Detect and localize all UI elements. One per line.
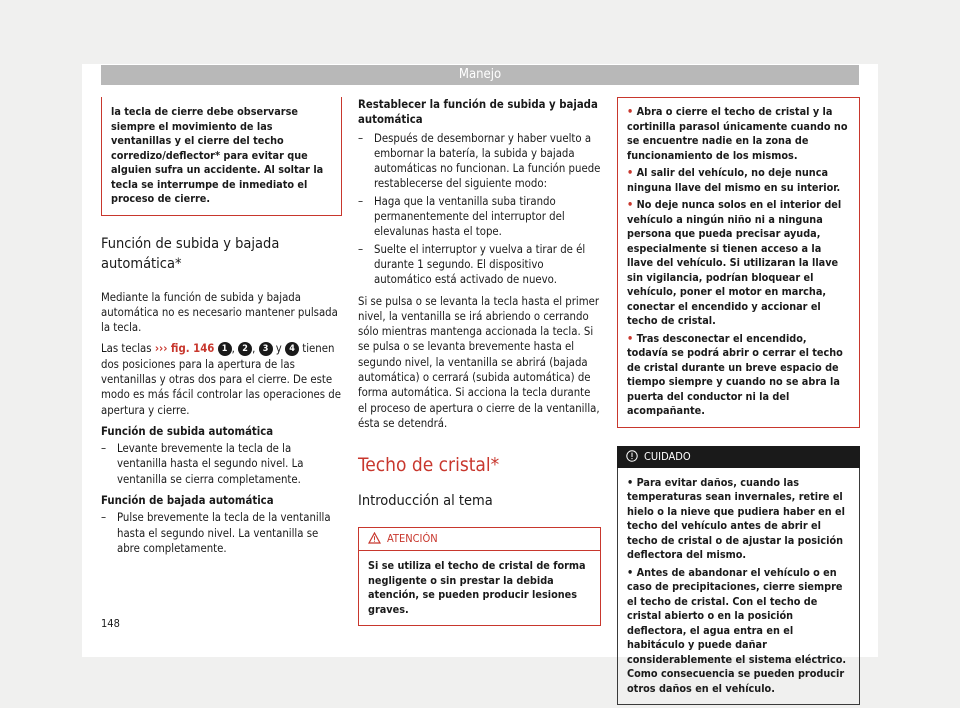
paragraph-intro: Mediante la función de subida y bajada automática no es necesario mantener pulsada la tecla. — [101, 290, 338, 335]
intro-title: Introducción al tema — [358, 493, 493, 510]
page-header: Manejo — [101, 65, 859, 85]
attention-header — [359, 528, 600, 551]
column-3 — [617, 97, 860, 705]
figure-link[interactable]: ››› fig. 146 — [154, 342, 215, 356]
list-item: – Después de desembornar y haber vuelto a embornar la batería, la subida y bajada automáticas no funcionan. La función puede restablecerse del siguiente modo: — [358, 131, 601, 192]
list-item: – Suelte el interruptor y vuelva a tirar de él durante 1 segundo. El dispositivo automático está activado de nuevo. — [358, 242, 601, 288]
callout-4: 4 — [285, 342, 299, 356]
attention-text: Si se utiliza el techo de cristal de forma negligente o sin prestar la debida atención, se pueden producir lesiones graves. — [368, 559, 586, 616]
page-number: 148 — [101, 617, 120, 630]
warning-box-bullets — [617, 97, 860, 428]
list-item: – Levante brevemente la tecla de la ventanilla hasta el segundo nivel. La ventanilla se cierra completamente. — [101, 441, 342, 487]
attention-box — [358, 527, 601, 626]
chapter-title: Techo de cristal* — [358, 454, 500, 477]
column-2 — [358, 97, 601, 626]
list-item: – Pulse brevemente la tecla de la ventanilla hasta el segundo nivel. La ventanilla se abre completamente. — [101, 510, 342, 556]
paragraph-keys: Las teclas ››› fig. 146 1 , 2 , 3 y 4 tienen dos posiciones para la apertura de las ventanillas y otras dos para el cierre. De este modo es más fácil controlar las operaciones de apertura y cierre. — [101, 342, 341, 417]
restore-list — [358, 131, 601, 288]
callout-2: 2 — [238, 342, 252, 356]
warning-box-continuation: la tecla de cierre debe observarse siempre el movimiento de las ventanillas y el cierre del techo corredizo/deflector* para evitar que alguien sufra un accidente. Al soltar la tecla se interrumpe de inmediato el proceso de cierre. — [101, 97, 342, 216]
auto-up-list — [101, 441, 342, 487]
caution-header — [617, 446, 860, 468]
auto-down-heading: Función de bajada automática — [101, 494, 274, 508]
list-item: • No deje nunca solos en el interior del vehículo a ningún niño ni a ninguna persona que pueda precisar ayuda, especialmente si tienen acceso a la llave del vehículo. Si utilizaran la llave sin vigilancia, podrían bloquear el vehículo, poner el motor en marcha, conectar el encendido y accionar el techo de cristal. — [627, 198, 842, 327]
warning-triangle-icon — [368, 530, 381, 552]
list-item: • Para evitar daños, cuando las temperaturas sean invernales, retire el hielo o la nieve que pudiera haber en el techo del vehículo antes de abrir el techo de cristal o de ajustar la posición deflectora del mismo. — [627, 475, 845, 561]
paragraph-levels: Si se pulsa o se levanta la tecla hasta el primer nivel, la ventanilla se irá abriendo o cerrando sólo mientras mantenga accionada la tecla. Si se pulsa o se levanta brevemente hasta el segundo nivel, la ventanilla se abrirá (bajada automática) o cerrará (subida automática) de forma automática. Si acciona la tecla durante el proceso de apertura o cierre de la ventanilla, ésta se detendrá. — [358, 294, 600, 430]
list-item: – Haga que la ventanilla suba tirando permanentemente del interruptor del elevalunas hasta el tope. — [358, 194, 601, 240]
restore-heading: Restablecer la función de subida y bajada automática — [358, 98, 598, 127]
section-title-auto-function: Función de subida y bajada automática* — [101, 235, 280, 272]
column-1 — [101, 97, 342, 562]
keys-text-and: y — [275, 342, 282, 356]
list-item: • Antes de abandonar el vehículo o en caso de precipitaciones, cierre siempre el techo de cristal. Con el techo de cristal abierto o en la posición deflectora, el agua entra en el habitáculo y puede dañar considerablemente el sistema eléctrico. Como consecuencia se pueden producir otros daños en el vehículo. — [627, 565, 847, 695]
keys-text-pre: Las teclas — [101, 342, 152, 356]
callout-3: 3 — [259, 342, 273, 356]
list-item: • Abra o cierre el techo de cristal y la cortinilla parasol únicamente cuando no se encuentre nadie en la zona de funcionamiento de los mismos. — [627, 105, 848, 162]
attention-label: ATENCIÓN — [387, 532, 438, 546]
caution-label: CUIDADO — [644, 449, 691, 463]
keys-text-post: tienen dos posiciones para la apertura de las ventanillas y otras dos para el cierre. De este modo es más fácil controlar las operaciones de apertura y cierre. — [101, 342, 341, 417]
auto-down-list — [101, 510, 342, 556]
auto-up-heading: Función de subida automática — [101, 424, 274, 438]
list-item: • Al salir del vehículo, no deje nunca ninguna llave del mismo en su interior. — [627, 166, 841, 194]
list-item: • Tras desconectar el encendido, todavía se podrá abrir o cerrar el techo de cristal durante un breve espacio de tiempo siempre y cuando no se abra la puerta del conductor ni la del acompañante. — [627, 331, 843, 417]
caution-text — [617, 468, 860, 706]
callout-1: 1 — [218, 342, 232, 356]
info-circle-icon — [626, 448, 638, 470]
caution-box — [617, 446, 860, 706]
